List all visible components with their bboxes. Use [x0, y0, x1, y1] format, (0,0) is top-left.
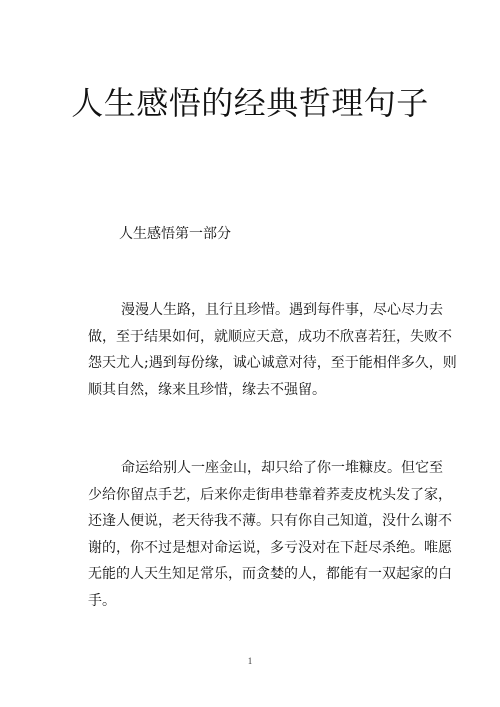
- paragraph-line: 还逢人便说，老天待我不薄。只有你自己知道，没什么谢不: [88, 513, 452, 529]
- paragraph-line: 手。: [88, 592, 116, 609]
- paragraph-1: [88, 297, 457, 403]
- paragraph-2: [88, 455, 452, 614]
- paragraph-line: 怨天尤人;遇到每份缘，诚心诚意对待，至于能相伴多久，则: [88, 355, 457, 371]
- page-number: 1: [247, 656, 253, 666]
- document-title: 人生感悟的经典哲理句子: [71, 84, 429, 122]
- paragraph-line: 谢的，你不过是想对命运说，多亏没对在下赶尽杀绝。唯愿: [88, 539, 452, 556]
- paragraph-line: 漫漫人生路，且行且珍惜。遇到每件事，尽心尽力去: [121, 302, 443, 318]
- paragraph-line: 少给你留点手艺，后来你走街串巷靠着荞麦皮枕头发了家，: [88, 486, 452, 503]
- paragraph-line: 做，至于结果如何，就顺应天意，成功不欣喜若狂，失败不: [88, 328, 452, 345]
- paragraph-line: 无能的人天生知足常乐，而贪婪的人，都能有一双起家的白: [88, 566, 452, 582]
- section-heading: 人生感悟第一部分: [119, 226, 231, 242]
- paragraph-line: 顺其自然，缘来且珍惜，缘去不强留。: [88, 381, 326, 398]
- paragraph-line: 命运给别人一座金山，却只给了你一堆糠皮。但它至: [121, 460, 443, 476]
